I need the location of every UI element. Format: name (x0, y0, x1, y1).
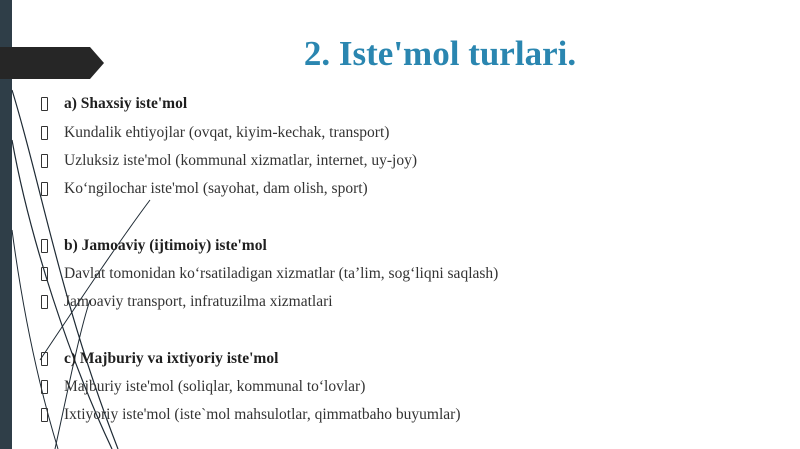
bullet-icon (40, 267, 50, 281)
bullet-icon (40, 154, 50, 168)
section-heading: b) Jamoaviy (ijtimoiy) iste'mol (64, 237, 267, 254)
section-heading: c) Majburiy va ixtiyoriy iste'mol (64, 350, 279, 367)
item-text: Kundalik ehtiyojlar (ovqat, kiyim-kechak, transport) (64, 124, 390, 141)
list-item (40, 262, 740, 286)
bullet-icon (40, 182, 50, 196)
bullet-icon (40, 239, 50, 253)
item-text: Ixtiyoriy iste'mol (iste`mol mahsulotlar, qimmatbaho buyumlar) (64, 406, 461, 423)
item-text: Jamoaviy transport, infratuzilma xizmatlari (64, 293, 333, 310)
slide-title: 2. Iste'mol turlari. (303, 34, 577, 73)
list-item (40, 149, 740, 173)
bullet-icon (40, 408, 50, 422)
item-text: Majburiy iste'mol (soliqlar, kommunal to‘lovlar) (64, 378, 366, 395)
section-heading: a) Shaxsiy iste'mol (64, 95, 188, 112)
bullet-icon (40, 97, 50, 111)
bullet-icon (40, 352, 50, 366)
bullet-icon (40, 380, 50, 394)
item-text: Ko‘ngilochar iste'mol (sayohat, dam olish, sport) (64, 180, 368, 197)
list-item (40, 347, 740, 371)
list-item (40, 375, 740, 399)
bullet-icon (40, 126, 50, 140)
item-text: Davlat tomonidan ko‘rsatiladigan xizmatlar (ta’lim, sog‘liqni saqlash) (64, 265, 499, 282)
item-text: Uzluksiz iste'mol (kommunal xizmatlar, internet, uy-joy) (64, 152, 417, 169)
list-item (40, 121, 740, 145)
list-item (40, 177, 740, 201)
bullet-icon (40, 295, 50, 309)
list-item (40, 92, 740, 116)
list-item (40, 290, 740, 314)
list-item (40, 234, 740, 258)
list-item (40, 403, 740, 427)
